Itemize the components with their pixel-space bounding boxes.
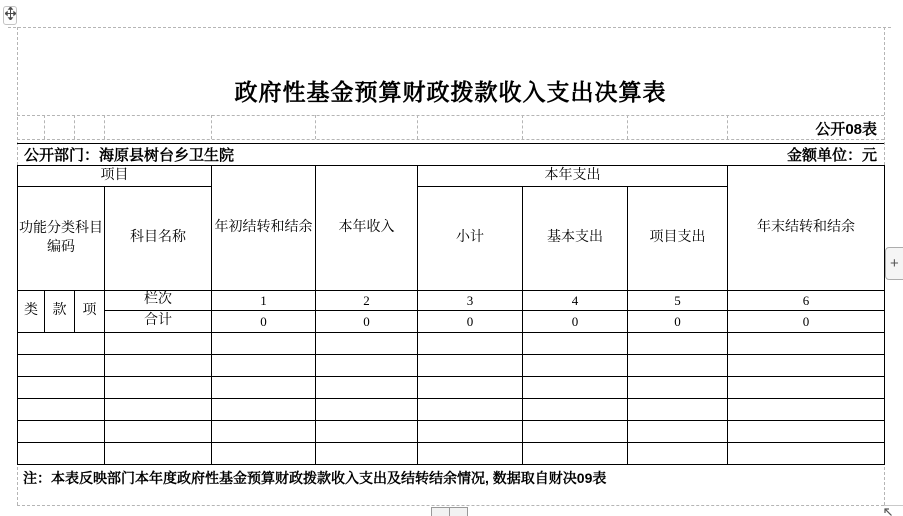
column-guide [522,115,523,139]
page-right-guide-lower [884,462,885,505]
empty-cell[interactable] [728,332,885,354]
row-guide-1 [17,115,884,116]
header-class[interactable]: 类 [18,291,45,333]
header-end-balance[interactable]: 年末结转和结余 [728,166,885,291]
empty-cell[interactable] [18,332,105,354]
column-guide [211,115,212,139]
table-row [18,398,885,420]
empty-cell[interactable] [18,376,105,398]
empty-cell[interactable] [316,398,418,420]
total-value-3[interactable]: 0 [418,310,523,332]
empty-cell[interactable] [628,398,728,420]
total-row-label[interactable]: 合计 [105,310,212,332]
table-row [18,420,885,442]
table-row [18,376,885,398]
empty-cell[interactable] [728,420,885,442]
empty-cell[interactable] [18,442,105,464]
total-value-4[interactable]: 0 [523,310,628,332]
empty-cell[interactable] [212,354,316,376]
row-label-lanci[interactable]: 栏次 [105,291,212,311]
column-guide [627,115,628,139]
empty-cell[interactable] [18,354,105,376]
empty-cell[interactable] [105,442,212,464]
total-value-6[interactable]: 0 [728,310,885,332]
department-label: 公开部门：海原县树台乡卫生院 [24,147,235,164]
page-title: 政府性基金预算财政拨款收入支出决算表 [234,79,667,105]
empty-cell[interactable] [728,398,885,420]
empty-cell[interactable] [105,420,212,442]
page-top-guide [8,27,891,28]
empty-cell[interactable] [18,398,105,420]
header-func-code[interactable]: 功能分类科目编码 [18,187,105,291]
header-basic-expenditure[interactable]: 基本支出 [523,187,628,291]
empty-cell[interactable] [523,442,628,464]
add-column-button[interactable] [885,247,903,280]
header-subject-name[interactable]: 科目名称 [105,187,212,291]
header-item[interactable]: 项 [75,291,105,333]
total-value-2[interactable]: 0 [316,310,418,332]
column-guide [74,115,75,139]
empty-cell[interactable] [418,354,523,376]
column-number-1[interactable]: 1 [212,291,316,311]
empty-cell[interactable] [105,332,212,354]
header-begin-balance[interactable]: 年初结转和结余 [212,166,316,291]
column-guide [104,115,105,139]
move-arrows-icon [5,7,16,25]
table-row [18,442,885,464]
column-number-2[interactable]: 2 [316,291,418,311]
column-guide [727,115,728,139]
empty-cell[interactable] [316,442,418,464]
empty-cell[interactable] [523,398,628,420]
column-guide [417,115,418,139]
empty-cell[interactable] [628,442,728,464]
empty-cell[interactable] [316,332,418,354]
empty-cell[interactable] [212,398,316,420]
empty-cell[interactable] [523,354,628,376]
page-bottom-guide [17,505,884,506]
empty-cell[interactable] [418,442,523,464]
column-number-3[interactable]: 3 [418,291,523,311]
empty-cell[interactable] [316,376,418,398]
column-guide [315,115,316,139]
header-current-expenditure[interactable]: 本年支出 [418,166,728,187]
empty-cell[interactable] [728,442,885,464]
header-subtotal[interactable]: 小计 [418,187,523,291]
header-current-income[interactable]: 本年收入 [316,166,418,291]
empty-cell[interactable] [212,376,316,398]
bottom-page-control-divider [449,508,450,516]
unit-label: 金额单位：元 [786,147,877,164]
resize-corner-icon[interactable] [882,505,894,516]
empty-cell[interactable] [523,376,628,398]
empty-cell[interactable] [212,332,316,354]
plus-icon: + [890,255,899,272]
bottom-page-control[interactable] [431,507,468,516]
empty-cell[interactable] [418,332,523,354]
budget-table [17,165,885,465]
empty-cell[interactable] [418,398,523,420]
empty-cell[interactable] [105,398,212,420]
column-guide [44,115,45,139]
header-section[interactable]: 款 [45,291,75,333]
total-value-5[interactable]: 0 [628,310,728,332]
empty-cell[interactable] [105,376,212,398]
empty-cell[interactable] [418,420,523,442]
column-number-5[interactable]: 5 [628,291,728,311]
total-value-1[interactable]: 0 [212,310,316,332]
empty-cell[interactable] [523,332,628,354]
table-code-label: 公开08表 [815,121,877,138]
empty-cell[interactable] [628,354,728,376]
empty-cell[interactable] [628,376,728,398]
header-project-expenditure[interactable]: 项目支出 [628,187,728,291]
empty-cell[interactable] [316,354,418,376]
empty-cell[interactable] [628,420,728,442]
empty-cell[interactable] [212,442,316,464]
empty-cell[interactable] [105,354,212,376]
empty-cell[interactable] [418,376,523,398]
table-note: 注：本表反映部门本年度政府性基金预算财政拨款收入支出及结转结余情况, 数据取自财决09表 [23,470,607,486]
table-row [18,354,885,376]
page-left-guide-lower [17,462,18,505]
empty-cell[interactable] [18,420,105,442]
column-number-4[interactable]: 4 [523,291,628,311]
move-handle-button[interactable] [3,6,17,25]
table-row [18,332,885,354]
empty-cell[interactable] [316,420,418,442]
empty-cell[interactable] [628,332,728,354]
empty-cell[interactable] [523,420,628,442]
empty-cell[interactable] [728,354,885,376]
empty-cell[interactable] [728,376,885,398]
empty-cell[interactable] [212,420,316,442]
row-guide-2 [17,139,884,140]
column-number-6[interactable]: 6 [728,291,885,311]
header-project[interactable]: 项目 [18,166,212,187]
page-right-guide [884,27,885,165]
